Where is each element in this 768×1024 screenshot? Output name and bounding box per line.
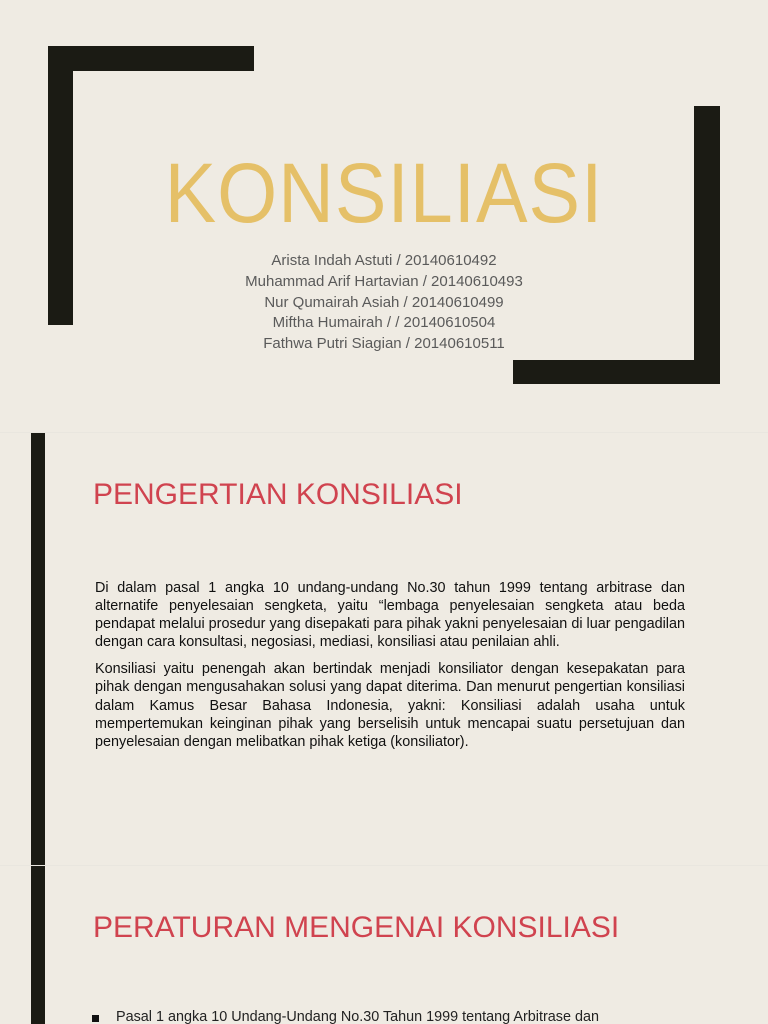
slide-side-bar [31, 433, 45, 865]
definition-slide [0, 433, 768, 865]
bullet-text: Pasal 1 angka 10 Undang-Undang No.30 Tahun 1999 tentang Arbitrase dan [116, 1009, 599, 1024]
bracket-bottom-right-horizontal [513, 360, 720, 384]
square-bullet-icon [92, 1015, 99, 1022]
slide-heading: PENGERTIAN KONSILIASI [93, 478, 463, 511]
author-item: Arista Indah Astuti / 20140610492 [271, 252, 497, 269]
bracket-top-left-horizontal [48, 46, 254, 71]
author-list [0, 251, 768, 355]
author-item: Muhammad Arif Hartavian / 20140610493 [245, 272, 523, 290]
slide-heading: PERATURAN MENGENAI KONSILIASI [93, 911, 620, 944]
slide-body [95, 579, 685, 760]
slide-side-bar [31, 866, 45, 1024]
title-slide [0, 0, 768, 432]
bullet-list [92, 1009, 599, 1024]
body-paragraph: Di dalam pasal 1 angka 10 undang-undang No.30 tahun 1999 tentang arbitrase dan alternatife penyelesaian sengketa, yaitu “lembaga penyelesaian sengketa atau beda pendapat melalui prosedur yang disepakati para pihak yakni penyelesaian di luar pengadilan dengan cara konsultasi, negosiasi, mediasi, konsiliasi atau penilaian ahli. [95, 580, 685, 651]
author-item: Nur Qumairah Asiah / 20140610499 [264, 293, 504, 311]
presentation-title: KONSILIASI [164, 146, 604, 240]
regulation-slide [0, 866, 768, 1024]
author-item: Miftha Humairah / / 20140610504 [272, 314, 496, 332]
author-item: Fathwa Putri Siagian / 20140610511 [263, 335, 505, 353]
body-paragraph: Konsiliasi yaitu penengah akan bertindak menjadi konsiliator dengan kesepakatan para pihak dengan mengusahakan solusi yang dapat diterima. Dan menurut pengertian konsiliasi dalam Kamus Besar Bahasa Indonesia, yakni: Konsiliasi adalah usaha untuk mempertemukan keinginan pihak yang berselisih untuk mencapai suatu persetujuan dan penyelesaian dengan melibatkan pihak ketiga (konsiliator). [95, 661, 685, 750]
bullet-item [92, 1009, 599, 1024]
